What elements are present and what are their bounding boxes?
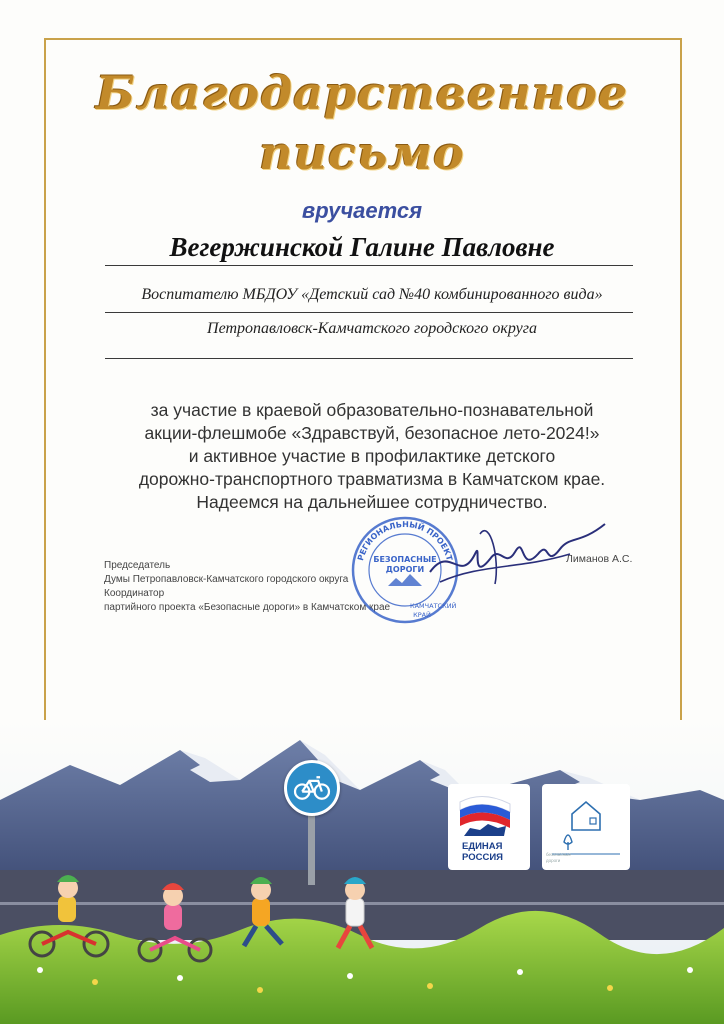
reason-line: за участие в краевой образовательно-познавательной (150, 400, 594, 420)
signatory-line: Председатель (104, 560, 171, 571)
signatory-line: партийного проекта «Безопасные дороги» в Камчатском крае (104, 602, 391, 613)
landscape-illustration (0, 720, 724, 1024)
handwritten-signature (420, 514, 610, 594)
reason-line: Надеемся на дальнейшее сотрудничество. (196, 492, 548, 512)
bicycle-icon (287, 763, 337, 813)
signatory-line: Думы Петропавловск-Камчатского городского округа (104, 574, 349, 585)
project-caption-line2: дороги (546, 858, 561, 863)
signatory-line: Координатор (104, 588, 165, 599)
project-caption-line1: безопасные (546, 852, 571, 857)
stamp-center-line1: БЕЗОПАСНЫЕ (373, 555, 437, 564)
signatory-block (104, 559, 390, 615)
awarded-label: вручается (301, 198, 423, 223)
reason-line: и активное участие в профилактике детского (188, 446, 556, 466)
stamp-center-line2: ДОРОГИ (385, 565, 425, 574)
party-logo (448, 784, 530, 870)
divider (105, 265, 633, 266)
stamp-bottom-line2: КРАЙ (413, 611, 431, 619)
party-name-line2: РОССИЯ (462, 852, 503, 863)
position-line-1: Воспитателю МБДОУ «Детский сад №40 комбинированного вида» (141, 286, 603, 303)
divider (105, 312, 633, 313)
certificate-title-line1: Благодарственное (95, 66, 629, 120)
stamp-bottom-line1: КАМЧАТСКИЙ (410, 602, 457, 610)
reason-line: дорожно-транспортного травматизма в Камчатском крае. (138, 469, 606, 489)
divider (105, 358, 633, 359)
stamp-text-top: РЕГИОНАЛЬНЫЙ ПРОЕКТ (356, 519, 454, 562)
bicycle-road-sign (284, 760, 340, 816)
recipient-name: Вегержинской Галине Павловне (169, 232, 555, 262)
certificate-title-line2: письмо (259, 126, 465, 180)
project-logo (542, 784, 630, 870)
reason-text (100, 399, 644, 514)
signatory-name: Лиманов А.С. (566, 553, 633, 565)
reason-line: акции-флешмобе «Здравствуй, безопасное лето-2024!» (144, 423, 600, 443)
party-name-line1: ЕДИНАЯ (462, 841, 503, 852)
road-sign-pole (308, 815, 315, 885)
position-line-2: Петропавловск-Камчатского городского округа (207, 320, 537, 337)
